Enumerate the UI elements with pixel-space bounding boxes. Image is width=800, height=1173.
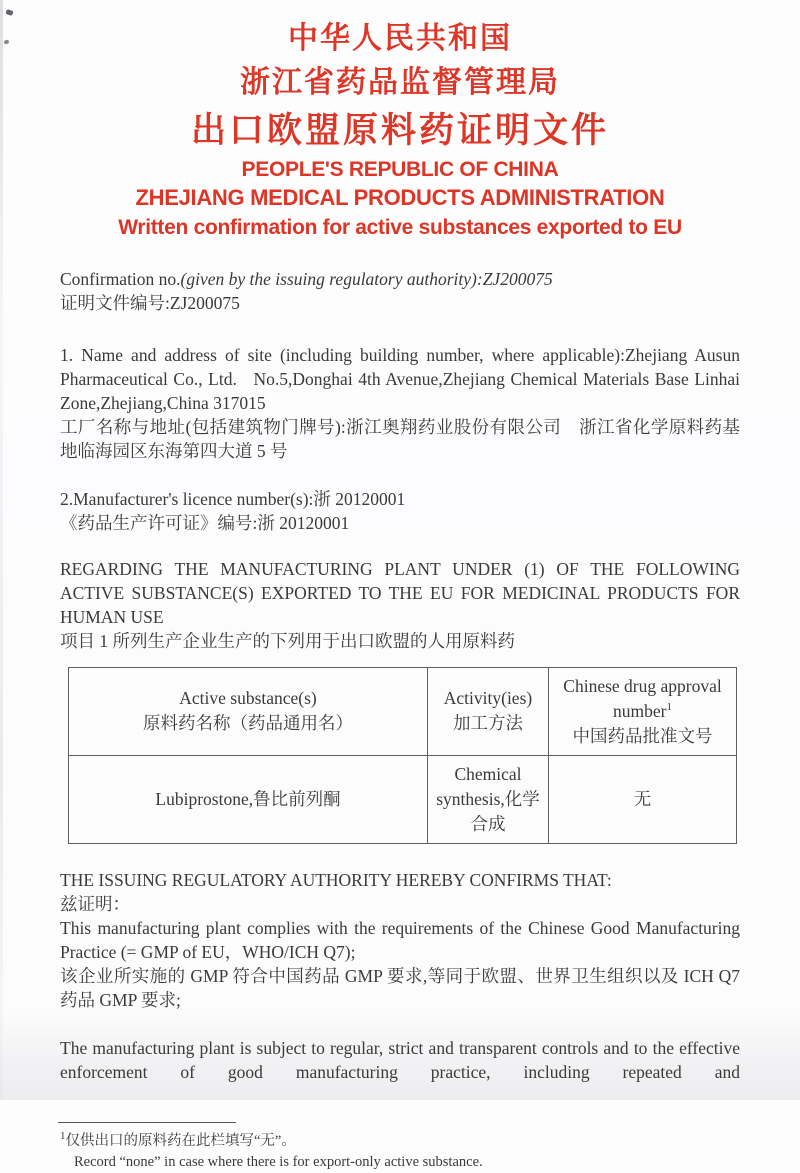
cell-activity: Chemical synthesis,化学合成: [428, 755, 549, 843]
header-activity-en: Activity(ies): [443, 688, 533, 709]
licence-number-block: [60, 487, 740, 535]
cell-substance: Lubiprostone,鲁比前列酮: [69, 755, 428, 843]
licence-number-cn: 《药品生产许可证》编号:浙 20120001: [60, 512, 350, 533]
confirmation-issuer-note: (given by the issuing regulatory authority):: [180, 268, 483, 289]
footnote-en: Record “none” in case where there is for export-only active substance.: [74, 1153, 483, 1170]
header-active-substance: [69, 667, 428, 755]
approval-footnote-marker: 1: [666, 700, 672, 713]
authority-confirms-block: [60, 868, 740, 1012]
regarding-statement-cn: 项目 1 所列生产企业生产的下列用于出口欧盟的人用原料药: [60, 630, 515, 651]
gmp-compliance-cn: 该企业所实施的 GMP 符合中国药品 GMP 要求,等同于欧盟、世界卫生组织以及 ICH Q7 药品 GMP 要求;: [60, 965, 740, 1010]
confirmation-number-cn: 证明文件编号:ZJ200075: [60, 292, 240, 313]
confirmation-label: Confirmation no.: [60, 268, 181, 289]
gmp-compliance-en: This manufacturing plant complies with the requirements of the Chinese Good Manufacturing Practice (= GMP of EU，WHO/ICH Q7);: [60, 917, 740, 962]
confirms-heading-cn: 兹证明：: [60, 893, 130, 914]
title-en-authority: ZHEJIANG MEDICAL PRODUCTS ADMINISTRATION: [135, 185, 665, 211]
title-cn-country: 中华人民共和国: [288, 22, 512, 55]
header-approval-number-cn: 中国药品批准文号: [572, 725, 713, 746]
header-active-substance-cn: 原料药名称（药品通用名）: [143, 713, 353, 734]
title-cn-authority: 浙江省药品监督管理局: [240, 66, 560, 100]
title-cn-document: 出口欧盟原料药证明文件: [190, 110, 609, 150]
confirms-heading-en: THE ISSUING REGULATORY AUTHORITY HEREBY CONFIRMS THAT:: [60, 869, 612, 890]
table-row: [69, 755, 737, 843]
regarding-statement-en: REGARDING THE MANUFACTURING PLANT UNDER (1) OF THE FOLLOWING ACTIVE SUBSTANCE(S) EXPORTED TO THE EU FOR MEDICINAL PRODUCTS FOR HUMAN USE: [60, 558, 740, 627]
controls-paragraph: The manufacturing plant is subject to regular, strict and transparent controls and to the effective enforcement of good manufacturing practice, including repeated and: [60, 1037, 740, 1082]
footnote-cn-text: 仅供出口的原料药在此栏填写“无”。: [65, 1132, 296, 1149]
header-approval-number-en: Chinese drug approval number: [563, 675, 722, 721]
document-header: [60, 20, 740, 241]
footnote-divider: [58, 1122, 236, 1123]
title-en-document: Written confirmation for active substances exported to EU: [118, 216, 682, 240]
confirmation-number-block: [60, 267, 740, 315]
confirmation-number-value: ZJ200075: [482, 268, 553, 289]
footnote-block: [60, 1122, 740, 1173]
header-active-substance-en: Active substance(s): [179, 688, 317, 709]
cell-approval: 无: [549, 755, 737, 843]
licence-number-en: 2.Manufacturer's licence number(s):浙 20120001: [60, 488, 406, 509]
table-header-row: [69, 667, 737, 755]
active-substance-table: [68, 667, 737, 844]
footnote-cn: [60, 1131, 740, 1152]
regarding-statement-block: [60, 557, 740, 653]
document-body: [60, 267, 740, 1173]
header-activity: [428, 667, 549, 755]
site-name-address-block: [60, 343, 740, 463]
site-address-en: 1. Name and address of site (including building number, where applicable):Zhejiang Ausun Pharmaceutical Co., Ltd. No.5,Donghai 4th Avenue,Zhejiang Chemical Materials Base Linhai Zone,Zhejiang,China 317015: [60, 344, 740, 413]
site-address-cn: 工厂名称与地址(包括建筑物门牌号):浙江奥翔药业股份有限公司 浙江省化学原料药基地临海园区东海第四大道 5 号: [60, 416, 740, 461]
header-approval-number: [549, 667, 737, 755]
header-activity-cn: 加工方法: [453, 713, 523, 734]
confirmation-number-en: [60, 267, 740, 291]
title-en-country: PEOPLE'S REPUBLIC OF CHINA: [241, 157, 559, 181]
footnote-marker: 1: [60, 1129, 66, 1142]
